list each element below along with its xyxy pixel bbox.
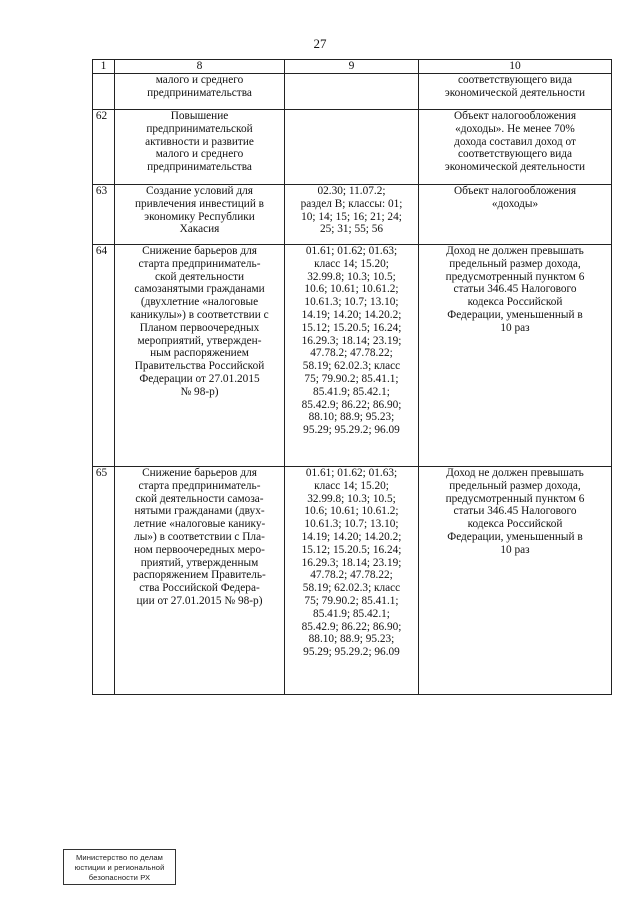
stamp-line: Министерство по делам [75, 853, 164, 862]
table-row [93, 245, 612, 467]
table-row [93, 467, 612, 695]
measure-name-cell: Снижение барьеров для старта предприниматель- ской деятельности самозанятыми гражданами (двухлетние «налоговые каникулы») в соответствии с Планом первоочередных мероприятий, утвержден- ным распоряжением Правительства Российской Федерации от 27.01.2015 № 98-р) [115, 245, 285, 467]
activity-codes-cell [285, 74, 419, 110]
stamp-line: юстиции и региональной [74, 863, 165, 872]
activity-codes-cell [285, 110, 419, 185]
activity-codes-cell: 01.61; 01.62; 01.63; класс 14; 15.20; 32.99.8; 10.3; 10.5; 10.6; 10.61; 10.61.2; 10.61.3; 10.7; 13.10; 14.19; 14.20; 14.20.2; 15.12; 15.20.5; 16.24; 16.29.3; 18.14; 23.19; 47.78.2; 47.78.22; 58.19; 62.02.3; класс 75; 79.90.2; 85.41.1; 85.41.9; 85.42.1; 85.42.9; 86.22; 86.90; 88.10; 88.9; 95.23; 95.29; 95.29.2; 96.09 [285, 245, 419, 467]
measure-name-cell: Создание условий для привлечения инвестиций в экономику Республики Хакасия [115, 185, 285, 245]
measure-name-cell: Повышение предпринимательской активности и развитие малого и среднего предпринимательства [115, 110, 285, 185]
measure-name-cell: малого и среднего предпринимательства [115, 74, 285, 110]
table-row [93, 185, 612, 245]
activity-codes-cell: 01.61; 01.62; 01.63; класс 14; 15.20; 32.99.8; 10.3; 10.5; 10.6; 10.61; 10.61.2; 10.61.3; 10.7; 13.10; 14.19; 14.20; 14.20.2; 15.12; 15.20.5; 16.24; 16.29.3; 18.14; 23.19; 47.78.2; 47.78.22; 58.19; 62.02.3; класс 75; 79.90.2; 85.41.1; 85.41.9; 85.42.1; 85.42.9; 86.22; 86.90; 88.10; 88.9; 95.23; 95.29; 95.29.2; 96.09 [285, 467, 419, 695]
table-row [93, 110, 612, 185]
conditions-cell: Объект налогообложения «доходы» [419, 185, 612, 245]
header-cell-10: 10 [419, 60, 612, 74]
row-number: 65 [93, 467, 115, 695]
table-row [93, 74, 612, 110]
row-number: 64 [93, 245, 115, 467]
conditions-cell: Доход не должен превышать предельный размер дохода, предусмотренный пунктом 6 статьи 346.45 Налогового кодекса Российской Федерации, уменьшенный в 10 раз [419, 467, 612, 695]
header-cell-8: 8 [115, 60, 285, 74]
row-number [93, 74, 115, 110]
document-table [92, 59, 612, 695]
registration-stamp [63, 849, 176, 885]
measure-name-cell: Снижение барьеров для старта предприниматель- ской деятельности самоза- нятыми гражданами (двух- летние «налоговые канику- лы») в соответствии с Пла- ном первоочередных меро- приятий, утвержденным распоряжением Правитель- ства Российской Федера- ции от 27.01.2015 № 98-р) [115, 467, 285, 695]
table-header-row [93, 60, 612, 74]
activity-codes-cell: 02.30; 11.07.2; раздел В; классы: 01; 10; 14; 15; 16; 21; 24; 25; 31; 55; 56 [285, 185, 419, 245]
row-number: 62 [93, 110, 115, 185]
conditions-cell: соответствующего вида экономической деятельности [419, 74, 612, 110]
stamp-line: безопасности РХ [88, 873, 151, 882]
page-number: 27 [313, 36, 327, 51]
conditions-cell: Доход не должен превышать предельный размер дохода, предусмотренный пунктом 6 статьи 346.45 Налогового кодекса Российской Федерации, уменьшенный в 10 раз [419, 245, 612, 467]
row-number: 63 [93, 185, 115, 245]
header-cell-9: 9 [285, 60, 419, 74]
header-cell-1: 1 [93, 60, 115, 74]
conditions-cell: Объект налогообложения «доходы». Не менее 70% дохода составил доход от соответствующего вида экономической деятельности [419, 110, 612, 185]
